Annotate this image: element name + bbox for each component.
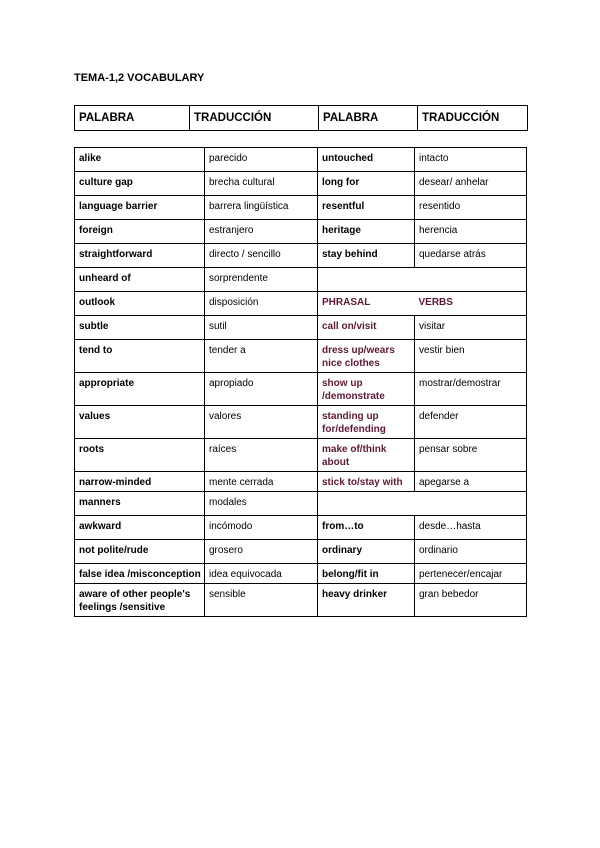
table-row xyxy=(75,244,527,268)
word-cell: culture gap xyxy=(75,172,205,196)
translation-cell: resentido xyxy=(415,196,527,220)
translation-cell: gran bebedor xyxy=(415,584,527,617)
vocabulary-table xyxy=(74,147,527,617)
header-cell: TRADUCCIÓN xyxy=(190,106,319,131)
translation-cell: estranjero xyxy=(205,220,318,244)
table-row xyxy=(75,148,527,172)
word-cell: manners xyxy=(75,492,205,516)
word-cell: long for xyxy=(318,172,415,196)
word-cell: heavy drinker xyxy=(318,584,415,617)
translation-cell: apropiado xyxy=(205,373,318,406)
translation-cell: valores xyxy=(205,406,318,439)
word-cell: call on/visit xyxy=(318,316,415,340)
word-cell: false idea /misconception xyxy=(75,564,205,584)
table-row xyxy=(75,540,527,564)
word-cell: narrow-minded xyxy=(75,472,205,492)
table-row xyxy=(75,584,527,617)
table-row xyxy=(75,516,527,540)
table-row xyxy=(75,340,527,373)
translation-cell: sutil xyxy=(205,316,318,340)
word-cell: show up /demonstrate xyxy=(318,373,415,406)
table-row xyxy=(75,406,527,439)
word-cell: values xyxy=(75,406,205,439)
phrasal-label: PHRASAL xyxy=(318,292,415,316)
translation-cell: apegarse a xyxy=(415,472,527,492)
word-cell: outlook xyxy=(75,292,205,316)
translation-cell: intacto xyxy=(415,148,527,172)
header-row xyxy=(75,106,528,131)
translation-cell: grosero xyxy=(205,540,318,564)
word-cell: heritage xyxy=(318,220,415,244)
word-cell: resentful xyxy=(318,196,415,220)
translation-cell: quedarse atrás xyxy=(415,244,527,268)
translation-cell: directo / sencillo xyxy=(205,244,318,268)
table-row xyxy=(75,564,527,584)
translation-cell: desear/ anhelar xyxy=(415,172,527,196)
phrasal-verbs-label: VERBS xyxy=(415,292,527,316)
translation-cell: vestir bien xyxy=(415,340,527,373)
header-table xyxy=(74,105,528,131)
translation-cell: barrera lingüística xyxy=(205,196,318,220)
word-cell: ordinary xyxy=(318,540,415,564)
word-cell: tend to xyxy=(75,340,205,373)
translation-cell: raíces xyxy=(205,439,318,472)
translation-cell: ordinario xyxy=(415,540,527,564)
empty-merged-cell xyxy=(318,268,527,292)
table-row xyxy=(75,472,527,492)
word-cell: language barrier xyxy=(75,196,205,220)
word-cell: belong/fit in xyxy=(318,564,415,584)
word-cell: alike xyxy=(75,148,205,172)
translation-cell: mostrar/demostrar xyxy=(415,373,527,406)
word-cell: from…to xyxy=(318,516,415,540)
translation-cell: modales xyxy=(205,492,318,516)
header-cell: PALABRA xyxy=(319,106,418,131)
table-row xyxy=(75,172,527,196)
translation-cell: mente cerrada xyxy=(205,472,318,492)
header-cell: TRADUCCIÓN xyxy=(418,106,528,131)
translation-cell: pertenecer/encajar xyxy=(415,564,527,584)
word-cell: appropriate xyxy=(75,373,205,406)
translation-cell: desde…hasta xyxy=(415,516,527,540)
table-row xyxy=(75,196,527,220)
table-row xyxy=(75,292,527,316)
word-cell: stick to/stay with xyxy=(318,472,415,492)
translation-cell: disposición xyxy=(205,292,318,316)
word-cell: untouched xyxy=(318,148,415,172)
table-row xyxy=(75,268,527,292)
page-title: TEMA-1,2 VOCABULARY xyxy=(74,72,205,84)
word-cell: subtle xyxy=(75,316,205,340)
translation-cell: visitar xyxy=(415,316,527,340)
translation-cell: idea equivocada xyxy=(205,564,318,584)
translation-cell: tender a xyxy=(205,340,318,373)
table-row xyxy=(75,492,527,516)
header-cell: PALABRA xyxy=(75,106,190,131)
table-row xyxy=(75,316,527,340)
translation-cell: sensible xyxy=(205,584,318,617)
word-cell: aware of other people's feelings /sensitive xyxy=(75,584,205,617)
translation-cell: incómodo xyxy=(205,516,318,540)
word-cell: roots xyxy=(75,439,205,472)
translation-cell: pensar sobre xyxy=(415,439,527,472)
translation-cell: sorprendente xyxy=(205,268,318,292)
translation-cell: defender xyxy=(415,406,527,439)
word-cell: stay behind xyxy=(318,244,415,268)
word-cell: straightforward xyxy=(75,244,205,268)
word-cell: awkward xyxy=(75,516,205,540)
table-row xyxy=(75,439,527,472)
word-cell: unheard of xyxy=(75,268,205,292)
word-cell: make of/think about xyxy=(318,439,415,472)
translation-cell: herencia xyxy=(415,220,527,244)
word-cell: not polite/rude xyxy=(75,540,205,564)
word-cell: foreign xyxy=(75,220,205,244)
word-cell: standing up for/defending xyxy=(318,406,415,439)
empty-merged-cell xyxy=(318,492,527,516)
table-row xyxy=(75,373,527,406)
table-row xyxy=(75,220,527,244)
word-cell: dress up/wears nice clothes xyxy=(318,340,415,373)
translation-cell: parecido xyxy=(205,148,318,172)
translation-cell: brecha cultural xyxy=(205,172,318,196)
